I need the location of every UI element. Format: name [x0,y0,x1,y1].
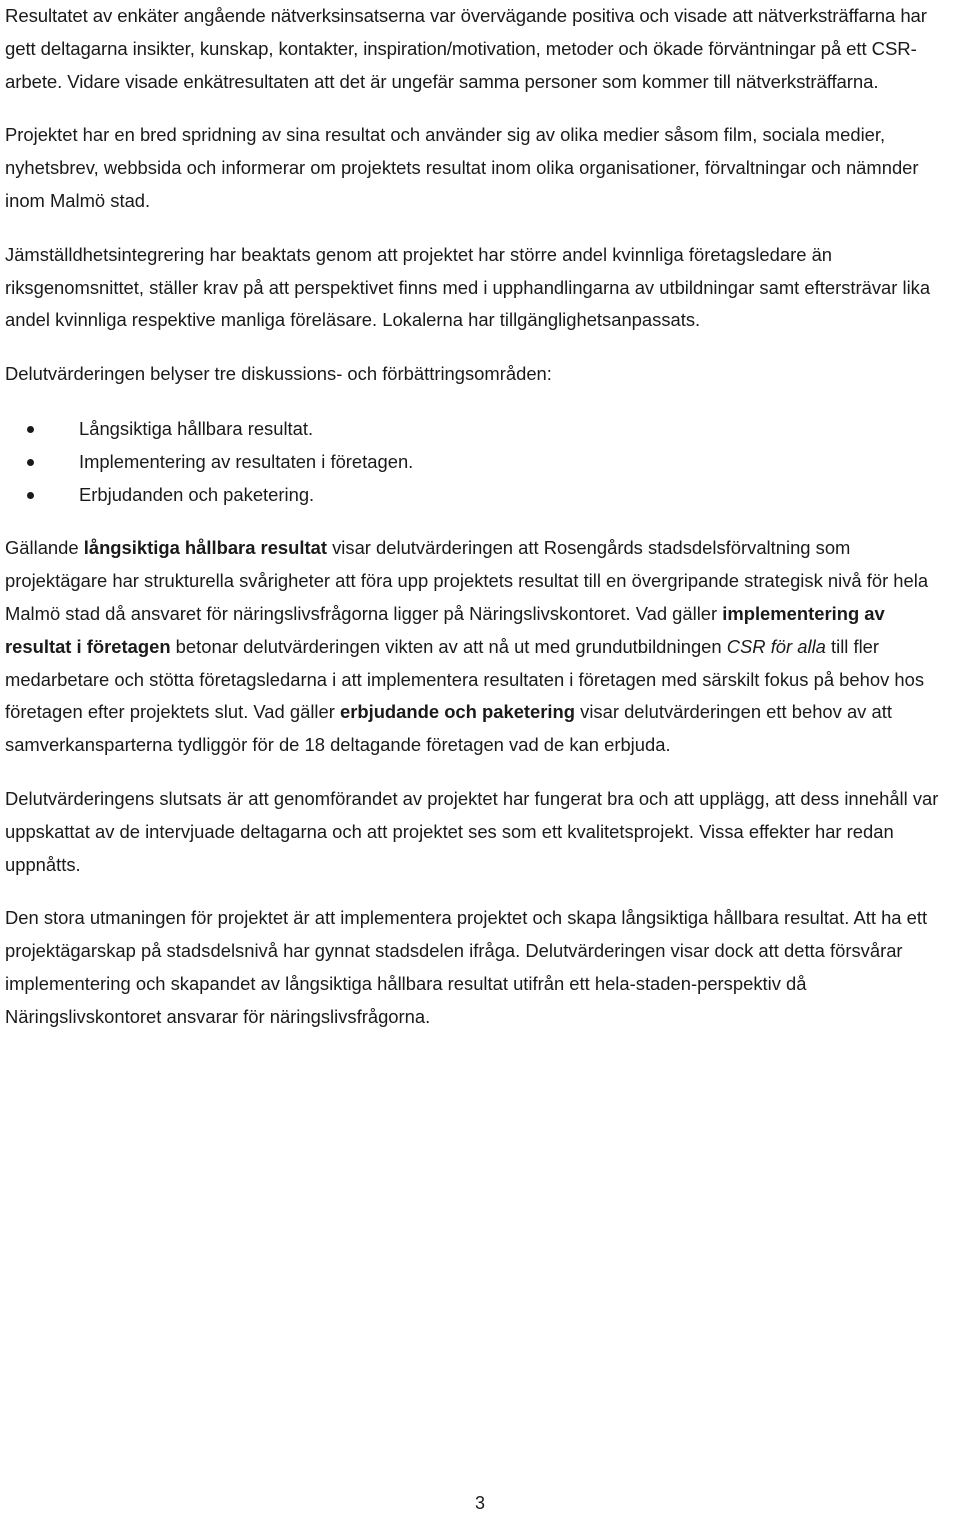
italic-course-name: CSR för alla [726,635,826,657]
paragraph-challenge: Den stora utmaningen för projektet är att implementera projektet och skapa långsiktiga hållbara resultat. Att ha ett projektägarskap på stadsdelsnivå har gynnat stadsdelen ifråga. Delutvärderingen visar dock att detta försvårar implementering och skapandet av långsiktiga hållbara resultat utifrån ett hela-staden-perspektiv då Näringslivskontoret ansvarar för näringslivsfrågorna. [5,907,928,1027]
bullet-icon [27,459,34,466]
paragraph-discussion-intro: Delutvärderingen belyser tre diskussions- och förbättringsområden: [5,363,552,385]
paragraph-dissemination: Projektet har en bred spridning av sina resultat och använder sig av olika medier såsom film, sociala medier, nyhetsbrev, webbsida och informerar om projektets resultat inom olika organisationer, förvaltningar och nämnder inom Malmö stad. [5,124,919,211]
paragraph-survey-results: Resultatet av enkäter angående nätverksinsatserna var övervägande positiva och visade att nätverksträffarna har gett deltagarna insikter, kunskap, kontakter, inspiration/motivation, metoder och ökade förväntningar på ett CSR-arbete. Vidare visade enkätresultaten att det är ungefär samma personer som kommer till nätverksträffarna. [5,5,927,92]
document-page [5,0,955,1034]
paragraph-gender-equality: Jämställdhetsintegrering har beaktats genom att projektet har större andel kvinnliga företagsledare än riksgenomsnittet, ställer krav på att perspektivet finns med i upphandlingarna av utbildningar samt eftersträvar lika andel kvinnliga respektive manliga föreläsare. Lokalerna har tillgänglighetsanpassats. [5,243,931,331]
paragraph-evaluation-details: Gällande långsiktiga hållbara resultat visar delutvärderingen att Rosengårds stadsdelsförvaltning som projektägare har strukturella svårigheter att föra upp projektets resultat till en övergripande strategisk nivå för hela Malmö stad då ansvaret för näringslivsfrågorna ligger på Näringslivskontoret. Vad gäller implementering av resultat i företagen betonar delutvärderingen vikten av att nå ut med grundutbildningen CSR för alla till fler medarbetare och stötta företagsledarna i att implementera resultaten i företagen med särskilt fokus på behov hos företagen efter projektets slut. Vad gäller erbjudande och paketering visar delutvärderingen ett behov av att samverkansparterna tydliggör för de 18 deltagande företagen vad de kan erbjuda. [5,537,929,756]
bold-term-long-term-results: långsiktiga hållbara resultat [83,537,327,559]
bold-term-offering: erbjudande och paketering [339,701,576,723]
list-item: Implementering av resultaten i företagen. [5,446,955,479]
page-number: 3 [474,1493,485,1513]
bullet-icon [27,426,34,433]
list-item: Erbjudanden och paketering. [5,479,955,512]
list-item: Långsiktiga hållbara resultat. [5,413,955,446]
improvement-areas-list [5,413,955,511]
bullet-icon [27,492,34,499]
paragraph-conclusion: Delutvärderingens slutsats är att genomförandet av projektet har fungerat bra och att upplägg, att dess innehåll var uppskattat av de intervjuade deltagarna och att projektet ses som ett kvalitetsprojekt. Vissa effekter har redan uppnåtts. [5,787,939,875]
bold-term-implementation: implementering av resultat i företagen [5,602,885,657]
